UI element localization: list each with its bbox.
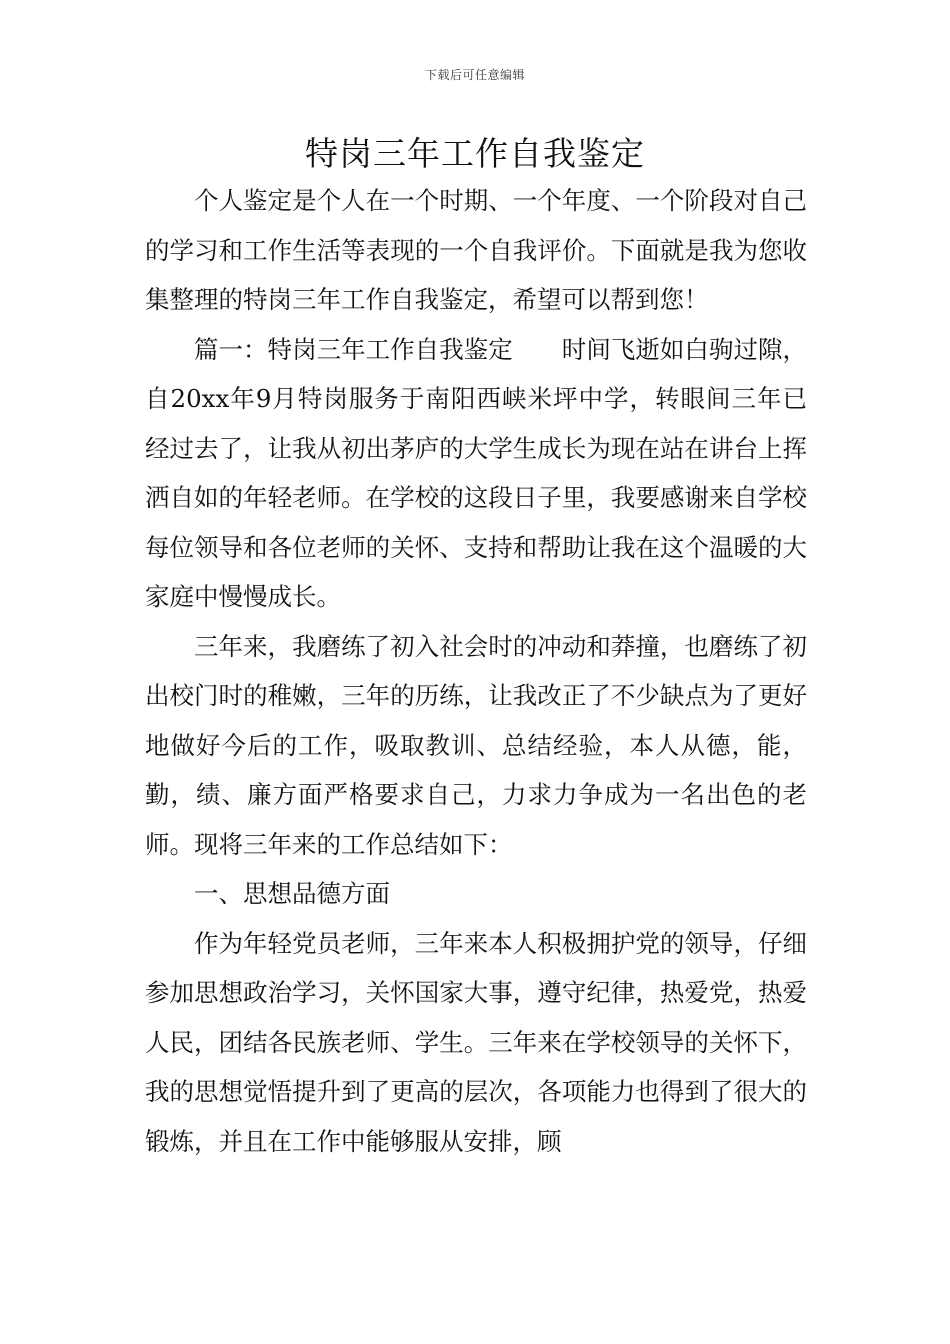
document-title: 特岗三年工作自我鉴定 [305, 134, 645, 173]
paragraph-ideology: 作为年轻党员老师，三年来本人积极拥护党的领导，仔细参加思想政治学习，关怀国家大事，遵守纪律，热爱党，热爱人民，团结各民族老师、学生。三年来在学校领导的关怀下，我的思想觉悟提升到了更高的层次，各项能力也得到了很大的锻炼，并且在工作中能够服从安排，顾 [145, 928, 807, 1156]
paragraph-part-one: 篇一：特岗三年工作自我鉴定 时间飞逝如白驹过隙，自20xx年9月特岗服务于南阳西峡米坪中学，转眼间三年已经过去了，让我从初出茅庐的大学生成长为现在站在讲台上挥洒自如的年轻老师。在学校的这段日子里，我要感谢来自学校每位领导和各位老师的关怀、支持和帮助让我在这个温暖的大家庭中慢慢成长。 [145, 334, 807, 611]
section-heading-ideology: 一、思想品德方面 [194, 879, 390, 908]
paragraph-intro: 个人鉴定是个人在一个时期、一个年度、一个阶段对自己的学习和工作生活等表现的一个自我评价。下面就是我为您收集整理的特岗三年工作自我鉴定，希望可以帮到您！ [145, 186, 807, 314]
document-body [145, 176, 807, 1166]
paragraph-three-years: 三年来，我磨练了初入社会时的冲动和莽撞，也磨练了初出校门时的稚嫩，三年的历练，让我改正了不少缺点为了更好地做好今后的工作，吸取教训、总结经验，本人从德，能，勤，绩、廉方面严格要求自己，力求力争成为一名出色的老师。现将三年来的工作总结如下： [145, 631, 807, 859]
header-note: 下载后可任意编辑 [424, 68, 525, 82]
